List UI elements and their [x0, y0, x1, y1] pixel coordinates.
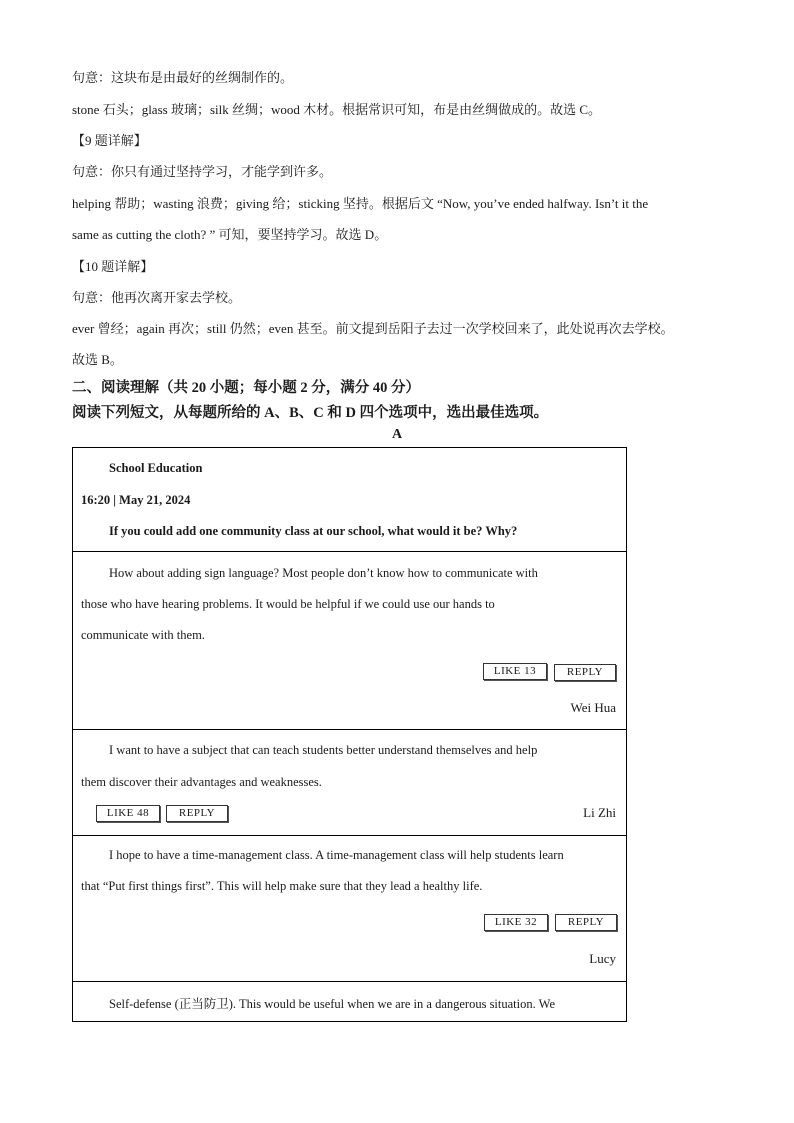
forum-post [73, 552, 626, 730]
post-author: Li Zhi [583, 805, 616, 820]
post-text-line: I hope to have a time-management class. A time-management class will help students learn [109, 848, 564, 862]
explanation-heading-9: 【9 题详解】 [72, 133, 147, 148]
explanation-line-3: 句意：你只有通过坚持学习，才能学到许多。 [72, 164, 333, 179]
forum-datetime: 16:20 | May 21, 2024 [81, 493, 191, 507]
forum-post [73, 730, 626, 836]
passage-label: A [391, 427, 403, 442]
section-instruction: 阅读下列短文，从每题所给的 A、B、C 和 D 四个选项中，选出最佳选项。 [72, 405, 549, 421]
explanation-line-5: same as cutting the cloth? ” 可知，要坚持学习。故选 D。 [72, 227, 388, 242]
like-button[interactable]: LIKE 32 [484, 914, 548, 931]
forum-post [73, 836, 626, 982]
explanation-line-7: ever 曾经；again 再次；still 仍然；even 甚至。前文提到岳阳子去过一次学校回来了，此处说再次去学校。 [72, 321, 674, 336]
reply-button[interactable]: REPLY [555, 914, 617, 931]
forum-header [73, 448, 626, 552]
explanation-heading-10: 【10 题详解】 [72, 259, 154, 274]
section-heading: 二、阅读理解（共 20 小题；每小题 2 分，满分 40 分） [72, 380, 420, 396]
post-text-line: communicate with them. [81, 628, 205, 642]
post-text-line: Self-defense (正当防卫). This would be useful when we are in a dangerous situation. We [109, 997, 555, 1011]
forum-question: If you could add one community class at our school, what would it be? Why? [109, 524, 518, 538]
explanation-line-1: 句意：这块布是由最好的丝绸制作的。 [72, 70, 294, 85]
post-text-line: How about adding sign language? Most people don’t know how to communicate with [109, 566, 538, 580]
explanation-line-2: stone 石头；glass 玻璃；silk 丝绸；wood 木材。根据常识可知，布是由丝绸做成的。故选 C。 [72, 102, 602, 117]
post-author: Wei Hua [570, 700, 616, 715]
reply-button[interactable]: REPLY [554, 664, 616, 681]
explanation-line-6: 句意：他再次离开家去学校。 [72, 290, 242, 305]
post-text-line: them discover their advantages and weaknesses. [81, 775, 322, 789]
forum-board [72, 447, 627, 1022]
post-author: Lucy [589, 951, 616, 966]
explanation-line-8: 故选 B。 [72, 352, 123, 367]
post-text-line: that “Put first things first”. This will help make sure that they lead a healthy life. [81, 879, 483, 893]
post-text-line: those who have hearing problems. It would be helpful if we could use our hands to [81, 597, 495, 611]
explanation-line-4: helping 帮助；wasting 浪费；giving 给；sticking 坚持。根据后文 “Now, you’ve ended halfway. Isn’t it the [72, 196, 649, 211]
reply-button[interactable]: REPLY [166, 805, 228, 822]
post-text-line: I want to have a subject that can teach students better understand themselves and help [109, 743, 538, 757]
forum-title: School Education [109, 461, 203, 475]
like-button[interactable]: LIKE 48 [96, 805, 160, 822]
forum-post [73, 982, 626, 1022]
like-button[interactable]: LIKE 13 [483, 663, 547, 680]
